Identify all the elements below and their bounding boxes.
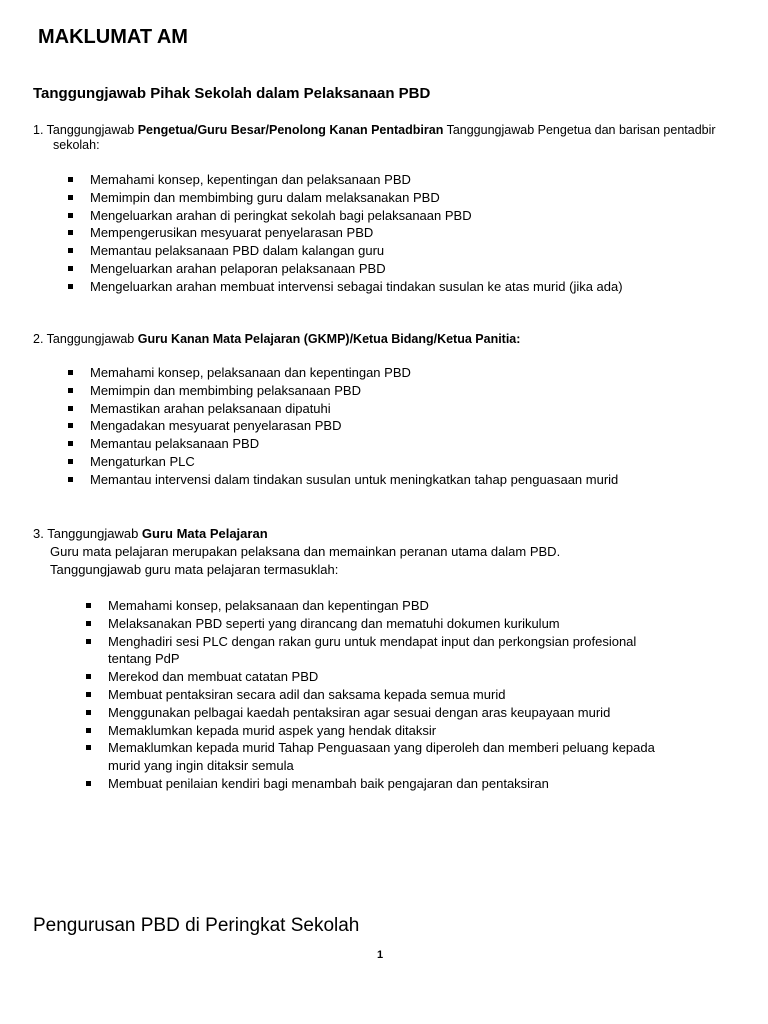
list-item-text: Mempengerusikan mesyuarat penyelarasan PBD — [90, 225, 374, 241]
list-item-text: Memimpin dan membimbing guru dalam melaksanakan PBD — [90, 189, 440, 205]
list-item-text: Mengadakan mesyuarat penyelarasan PBD — [90, 418, 342, 434]
list-item — [90, 189, 623, 207]
square-bullet-icon — [86, 639, 91, 644]
square-bullet-icon — [86, 745, 91, 750]
square-bullet-icon — [86, 674, 91, 679]
square-bullet-icon — [68, 230, 73, 235]
list-item-text: Memimpin dan membimbing pelaksanaan PBD — [90, 382, 361, 398]
square-bullet-icon — [86, 692, 91, 697]
square-bullet-icon — [68, 423, 73, 428]
list-item-text: Memahami konsep, kepentingan dan pelaksanaan PBD — [90, 172, 411, 187]
list-item-text: Mengeluarkan arahan di peringkat sekolah bagi pelaksanaan PBD — [90, 207, 472, 223]
list-item-text: Memaklumkan kepada murid Tahap Penguasaan yang diperoleh dan memberi peluang kepada murid yang ingin ditaksir semula — [108, 740, 655, 774]
list-item-text: Merekod dan membuat catatan PBD — [108, 669, 319, 685]
list-item-text: Memantau intervensi dalam tindakan susulan untuk meningkatkan tahap penguasaan murid — [90, 471, 619, 487]
list-item-text: Memantau pelaksanaan PBD — [90, 436, 260, 452]
section-1-continuation: sekolah: — [53, 138, 100, 152]
section-3-intro-1: Guru mata pelajaran merupakan pelaksana dan memainkan peranan utama dalam PBD. — [50, 544, 561, 559]
list-item-text: Memaklumkan kepada murid aspek yang hendak ditaksir — [108, 722, 437, 738]
section-1-heading — [33, 123, 733, 138]
list-item — [90, 471, 618, 489]
section-1-suffix: Tanggungjawab Pengetua dan barisan pentadbir — [443, 123, 716, 137]
list-item-text: Membuat pentaksiran secara adil dan saksama kepada semua murid — [108, 686, 506, 702]
section-3-bold: Guru Mata Pelajaran — [141, 526, 268, 541]
section-1-list — [90, 171, 623, 296]
section-1-prefix: 1. Tanggungjawab — [33, 123, 138, 137]
section-1-bold: Pengetua/Guru Besar/Penolong Kanan Pentadbiran — [137, 123, 444, 137]
square-bullet-icon — [86, 728, 91, 733]
list-item — [108, 597, 668, 615]
square-bullet-icon — [68, 370, 73, 375]
square-bullet-icon — [86, 603, 91, 608]
list-item — [90, 171, 623, 189]
list-item — [90, 242, 623, 260]
square-bullet-icon — [86, 781, 91, 786]
list-item-text: Mengeluarkan arahan pelaporan pelaksanaan PBD — [90, 260, 386, 276]
list-item — [108, 775, 668, 793]
list-item — [90, 364, 618, 382]
list-item — [90, 400, 618, 418]
list-item — [108, 668, 668, 686]
section-3-prefix: 3. Tanggungjawab — [33, 526, 142, 541]
section-subtitle: Tanggungjawab Pihak Sekolah dalam Pelaksanaan PBD — [33, 85, 431, 102]
list-item-text: Mengeluarkan arahan membuat intervensi sebagai tindakan susulan ke atas murid (jika ada) — [90, 278, 623, 294]
list-item — [90, 382, 618, 400]
list-item-text: Mengaturkan PLC — [90, 453, 195, 469]
section-2-heading — [33, 332, 733, 347]
list-item-text: Menghadiri sesi PLC dengan rakan guru untuk mendapat input dan perkongsian profesional tentang PdP — [108, 633, 637, 667]
square-bullet-icon — [68, 248, 73, 253]
square-bullet-icon — [86, 710, 91, 715]
list-item — [90, 278, 623, 296]
square-bullet-icon — [68, 177, 73, 182]
square-bullet-icon — [68, 266, 73, 271]
square-bullet-icon — [68, 406, 73, 411]
square-bullet-icon — [68, 195, 73, 200]
page-title: MAKLUMAT AM — [38, 26, 188, 48]
section-2-bold: Guru Kanan Mata Pelajaran (GKMP)/Ketua Bidang/Ketua Panitia: — [137, 332, 521, 346]
list-item — [108, 722, 668, 740]
page-number: 1 — [377, 949, 384, 961]
list-item-text: Memahami konsep, pelaksanaan dan kepentingan PBD — [90, 365, 411, 380]
list-item-text: Membuat penilaian kendiri bagi menambah baik pengajaran dan pentaksiran — [108, 775, 549, 791]
list-item-text: Melaksanakan PBD seperti yang dirancang dan mematuhi dokumen kurikulum — [108, 615, 560, 631]
list-item — [108, 633, 668, 669]
square-bullet-icon — [68, 477, 73, 482]
list-item-text: Memastikan arahan pelaksanaan dipatuhi — [90, 400, 331, 416]
list-item-text: Memantau pelaksanaan PBD dalam kalangan guru — [90, 243, 385, 259]
next-section-heading: Pengurusan PBD di Peringkat Sekolah — [33, 915, 360, 936]
list-item — [90, 207, 623, 225]
list-item — [90, 435, 618, 453]
section-2-list — [90, 364, 618, 489]
list-item — [90, 417, 618, 435]
section-3-heading — [33, 526, 733, 541]
list-item — [108, 704, 668, 722]
section-3-list — [108, 597, 668, 793]
list-item — [108, 739, 668, 775]
section-2-prefix: 2. Tanggungjawab — [33, 332, 138, 346]
square-bullet-icon — [68, 284, 73, 289]
list-item — [90, 260, 623, 278]
square-bullet-icon — [86, 621, 91, 626]
square-bullet-icon — [68, 459, 73, 464]
list-item-text: Menggunakan pelbagai kaedah pentaksiran agar sesuai dengan aras keupayaan murid — [108, 704, 611, 720]
square-bullet-icon — [68, 388, 73, 393]
list-item — [90, 453, 618, 471]
square-bullet-icon — [68, 441, 73, 446]
list-item — [108, 615, 668, 633]
list-item — [108, 686, 668, 704]
list-item-text: Memahami konsep, pelaksanaan dan kepentingan PBD — [108, 598, 429, 613]
section-3-intro-2: Tanggungjawab guru mata pelajaran termasuklah: — [50, 562, 339, 577]
square-bullet-icon — [68, 213, 73, 218]
list-item — [90, 224, 623, 242]
